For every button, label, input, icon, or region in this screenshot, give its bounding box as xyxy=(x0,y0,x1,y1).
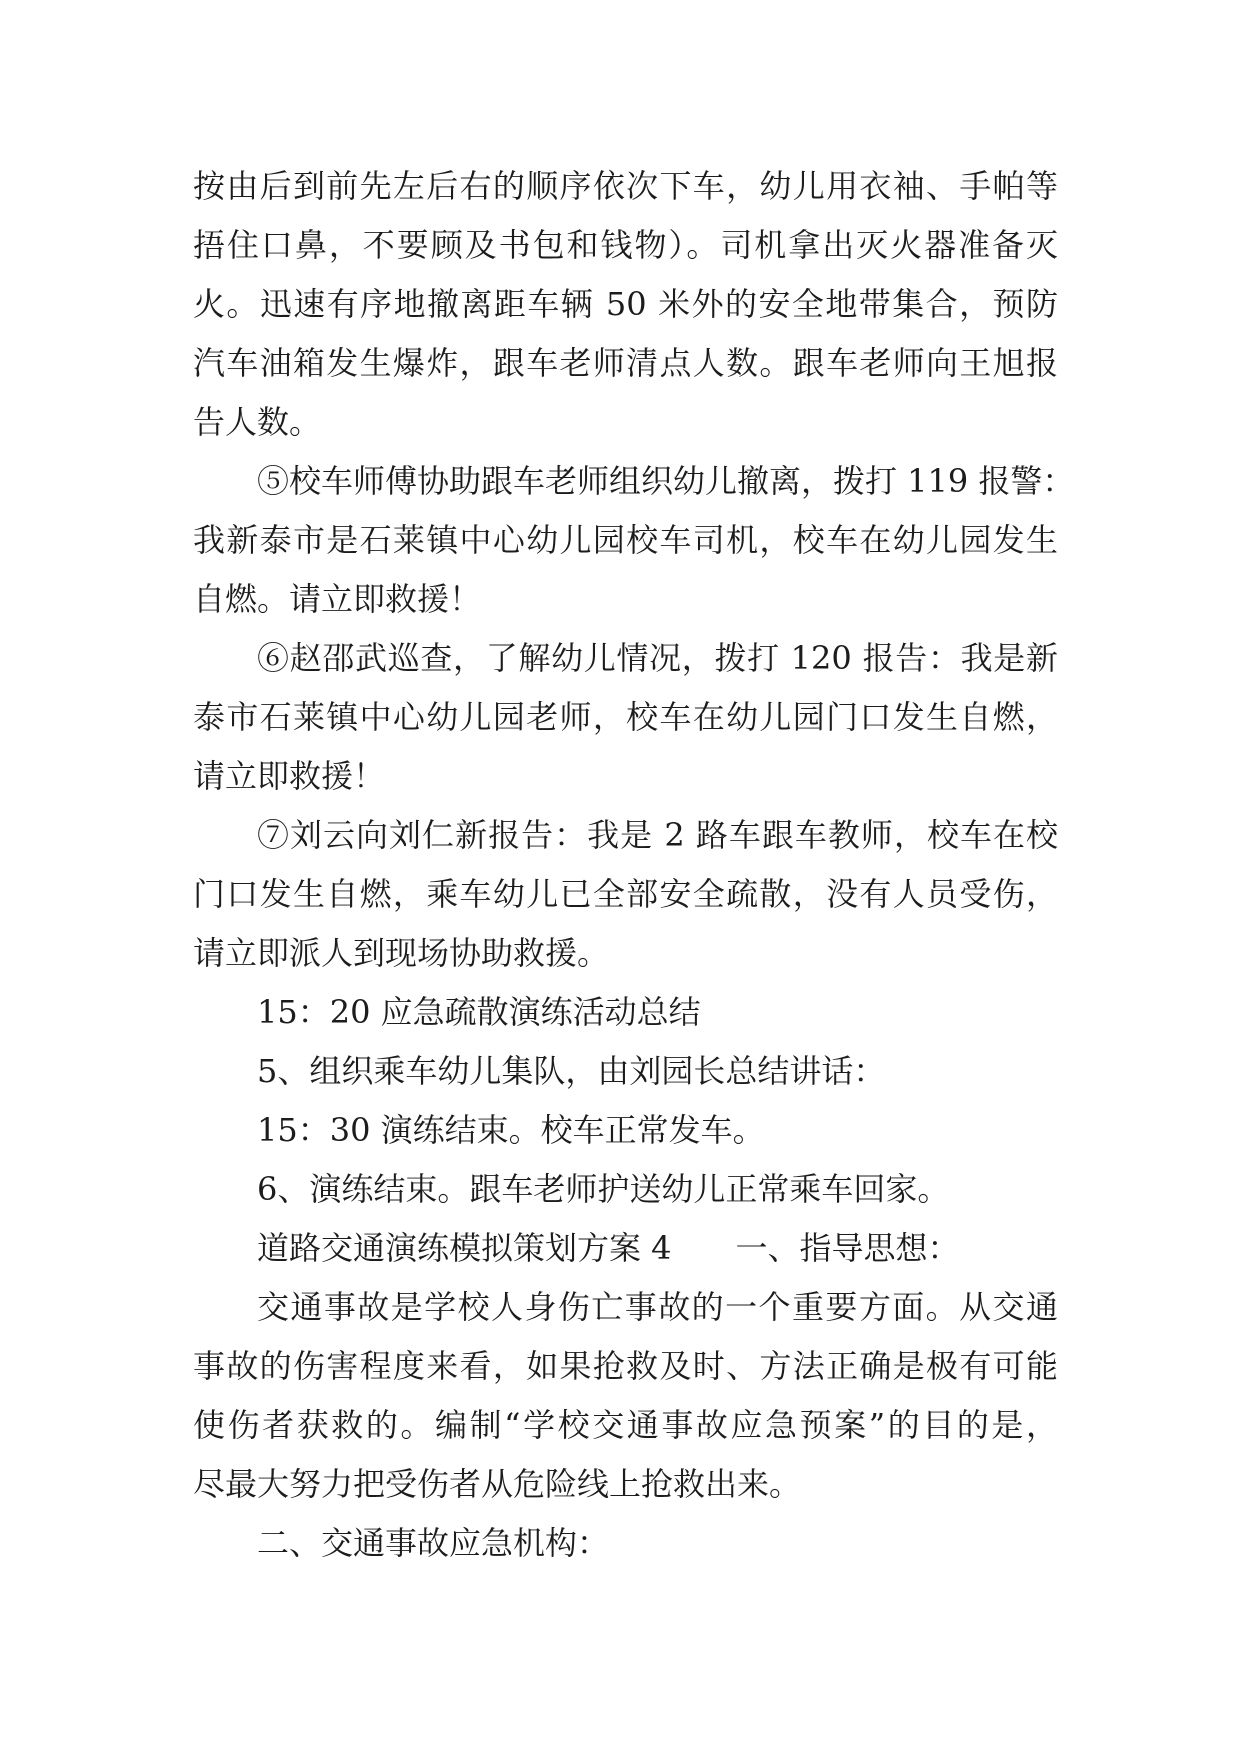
text-line: 自燃。请立即救援！ xyxy=(193,580,482,618)
paragraph xyxy=(193,1160,1058,1219)
text-line: 事故的伤害程度来看，如果抢救及时、方法正确是极有可能 xyxy=(193,1347,1058,1385)
text-line: 泰市石莱镇中心幼儿园老师，校车在幼儿园门口发生自燃， xyxy=(193,698,1058,736)
section-heading xyxy=(193,1219,1058,1278)
text-line: 15：30 演练结束。校车正常发车。 xyxy=(257,1111,765,1149)
paragraph xyxy=(193,983,1058,1042)
text-line: 门口发生自燃，乘车幼儿已全部安全疏散，没有人员受伤， xyxy=(193,875,1058,913)
paragraph xyxy=(193,1278,1058,1514)
paragraph xyxy=(193,157,1058,452)
text-line: 请立即救援！ xyxy=(193,757,386,795)
text-line: 6、演练结束。跟车老师护送幼儿正常乘车回家。 xyxy=(257,1170,950,1208)
text-line: 尽最大努力把受伤者从危险线上抢救出来。 xyxy=(193,1465,802,1503)
text-line: 使伤者获救的。编制“学校交通事故应急预案”的目的是， xyxy=(193,1406,1058,1444)
text-line: ⑤校车师傅协助跟车老师组织幼儿撤离，拨打 119 报警： xyxy=(257,462,1075,500)
paragraph xyxy=(193,1101,1058,1160)
text-line: 5、组织乘车幼儿集队，由刘园长总结讲话： xyxy=(257,1052,886,1090)
section-heading xyxy=(193,1514,1058,1573)
text-line: 火。迅速有序地撤离距车辆 50 米外的安全地带集合，预防 xyxy=(193,285,1058,323)
document-body xyxy=(193,157,1075,1573)
heading-line: 二、交通事故应急机构： xyxy=(257,1524,610,1562)
paragraph xyxy=(193,629,1058,806)
paragraph xyxy=(193,806,1058,983)
text-line: 告人数。 xyxy=(193,403,322,441)
text-line: 捂住口鼻，不要顾及书包和钱物）。司机拿出灭火器准备灭 xyxy=(193,226,1058,264)
text-line: 我新泰市是石莱镇中心幼儿园校车司机，校车在幼儿园发生 xyxy=(193,521,1058,559)
text-line: ⑦刘云向刘仁新报告：我是 2 路车跟车教师，校车在校 xyxy=(257,816,1058,854)
paragraph xyxy=(193,1042,1058,1101)
text-line: 汽车油箱发生爆炸，跟车老师清点人数。跟车老师向王旭报 xyxy=(193,344,1058,382)
text-line: 按由后到前先左后右的顺序依次下车，幼儿用衣袖、手帕等 xyxy=(193,167,1058,205)
text-line: 15：20 应急疏散演练活动总结 xyxy=(257,993,701,1031)
text-line: 请立即派人到现场协助救援。 xyxy=(193,934,610,972)
paragraph xyxy=(193,452,1075,629)
text-line: 交通事故是学校人身伤亡事故的一个重要方面。从交通 xyxy=(257,1288,1058,1326)
heading-line: 道路交通演练模拟策划方案 4 一、指导思想： xyxy=(257,1229,960,1267)
text-line: ⑥赵邵武巡查，了解幼儿情况，拨打 120 报告：我是新 xyxy=(257,639,1058,677)
